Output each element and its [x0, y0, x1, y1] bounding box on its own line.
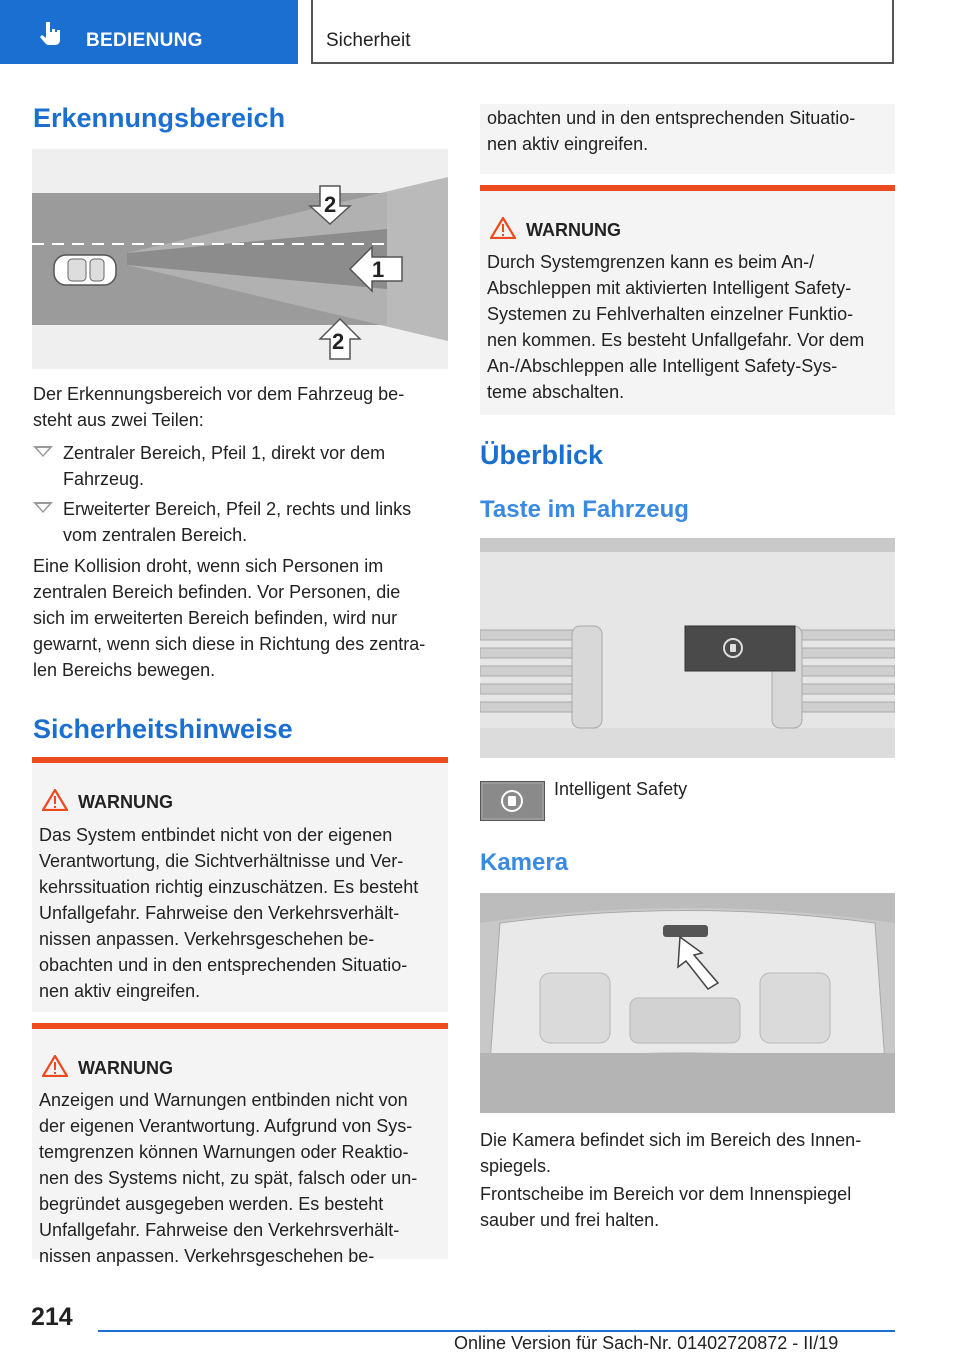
kamera-paragraph-1: Die Kamera befindet sich im Bereich des Innen‐ spiegels. [480, 1130, 862, 1176]
warning-body: Anzeigen und Warnungen entbinden nicht von der eigenen Verantwortung. Aufgrund von Sys‐ temgrenzen können Warnungen oder Reaktio‐ nen des Systems nicht, zu spät, falsch oder un‐ begründet ausgegeben werden. Es besteht Unfallgefahr. Fahrweise den Verkehrsverhält‐ nissen anpassen. Verkehrsgeschehen be‐ [39, 1090, 418, 1266]
footer-divider [98, 1330, 895, 1332]
section-header-label: Sicherheit [326, 30, 411, 51]
subheading-taste-im-fahrzeug: Taste im Fahrzeug [480, 496, 689, 523]
subheading-kamera: Kamera [480, 849, 569, 876]
page-number: 214 [31, 1303, 73, 1331]
section-header [311, 0, 894, 64]
list-item-text: Zentraler Bereich, Pfeil 1, direkt vor dem Fahrzeug. [63, 443, 386, 489]
warning-title: WARNUNG [526, 220, 621, 240]
camera-location-photo [480, 893, 895, 1113]
heading-erkennungsbereich: Erkennungsbereich [33, 103, 286, 133]
warning-triangle-icon [42, 789, 68, 811]
list-item-text: Erweiterter Bereich, Pfeil 2, rechts und links vom zentralen Bereich. [63, 499, 412, 545]
collision-paragraph: Eine Kollision droht, wenn sich Personen im zentralen Bereich befinden. Vor Personen, die sich im erweiterten Bereich befinden, wird nur gewarnt, wenn sich diese in Richtung des zentra‐ len Bereichs bewegen. [33, 556, 426, 680]
kamera-paragraph-2: Frontscheibe im Bereich vor dem Innenspiegel sauber und frei halten. [480, 1184, 852, 1230]
online-version-note: Online Version für Sach-Nr. 01402720872 - II/19 [454, 1333, 839, 1353]
warning-box-2 [32, 1023, 448, 1266]
heading-sicherheitshinweise: Sicherheitshinweise [33, 714, 293, 744]
warning-continuation-text: obachten und in den entsprechenden Situatio‐ nen aktiv eingreifen. [487, 108, 856, 154]
button-location-photo [480, 538, 895, 758]
arrow-1-label: 1 [372, 257, 385, 282]
warning-title: WARNUNG [78, 792, 173, 812]
intro-text: Der Erkennungsbereich vor dem Fahrzeug be‐ steht aus zwei Teilen: [33, 384, 405, 430]
warning-triangle-icon [490, 217, 516, 239]
warning-triangle-icon [42, 1055, 68, 1077]
arrow-2-top-label: 2 [324, 192, 337, 217]
heading-ueberblick: Überblick [480, 440, 604, 470]
dashboard-illustration [480, 538, 895, 758]
hand-pointer-icon [38, 20, 64, 46]
windshield-illustration [480, 893, 895, 1113]
warning-body: Durch Systemgrenzen kann es beim An-/ Abschleppen mit aktivierten Intelligent Safety- Systemen zu Fehlverhalten einzelner Funktio‐ nen kommen. Es besteht Unfallgefahr. Vor dem An-/Abschleppen alle Intelligent Safety-Sys‐ teme abschalten. [487, 252, 865, 402]
bullet-triangle-icon [33, 502, 53, 513]
bullet-triangle-icon [33, 446, 53, 457]
button-label: Intelligent Safety [554, 779, 688, 799]
warning-body: Das System entbindet nicht von der eigenen Verantwortung, die Sichtverhältnisse und Ver‐ kehrssituation richtig einzuschätzen. Es besteht Unfallgefahr. Fahrweise den Verkehrsverhält‐ nissen anpassen. Verkehrsgeschehen be‐ obachten und in den entsprechenden Situatio‐ nen aktiv eingreifen. [39, 825, 419, 1001]
detection-area-figure [32, 149, 448, 369]
chapter-tab-label: BEDIENUNG [86, 30, 203, 51]
warning-continuation [480, 104, 895, 174]
chapter-tab[interactable] [0, 0, 298, 64]
arrow-2-bottom-label: 2 [332, 329, 345, 354]
intelligent-safety-button-icon [480, 781, 545, 821]
warning-title: WARNUNG [78, 1058, 173, 1078]
warning-box-3 [480, 185, 895, 415]
detection-area-illustration [32, 149, 448, 369]
warning-box-1 [32, 757, 448, 1012]
